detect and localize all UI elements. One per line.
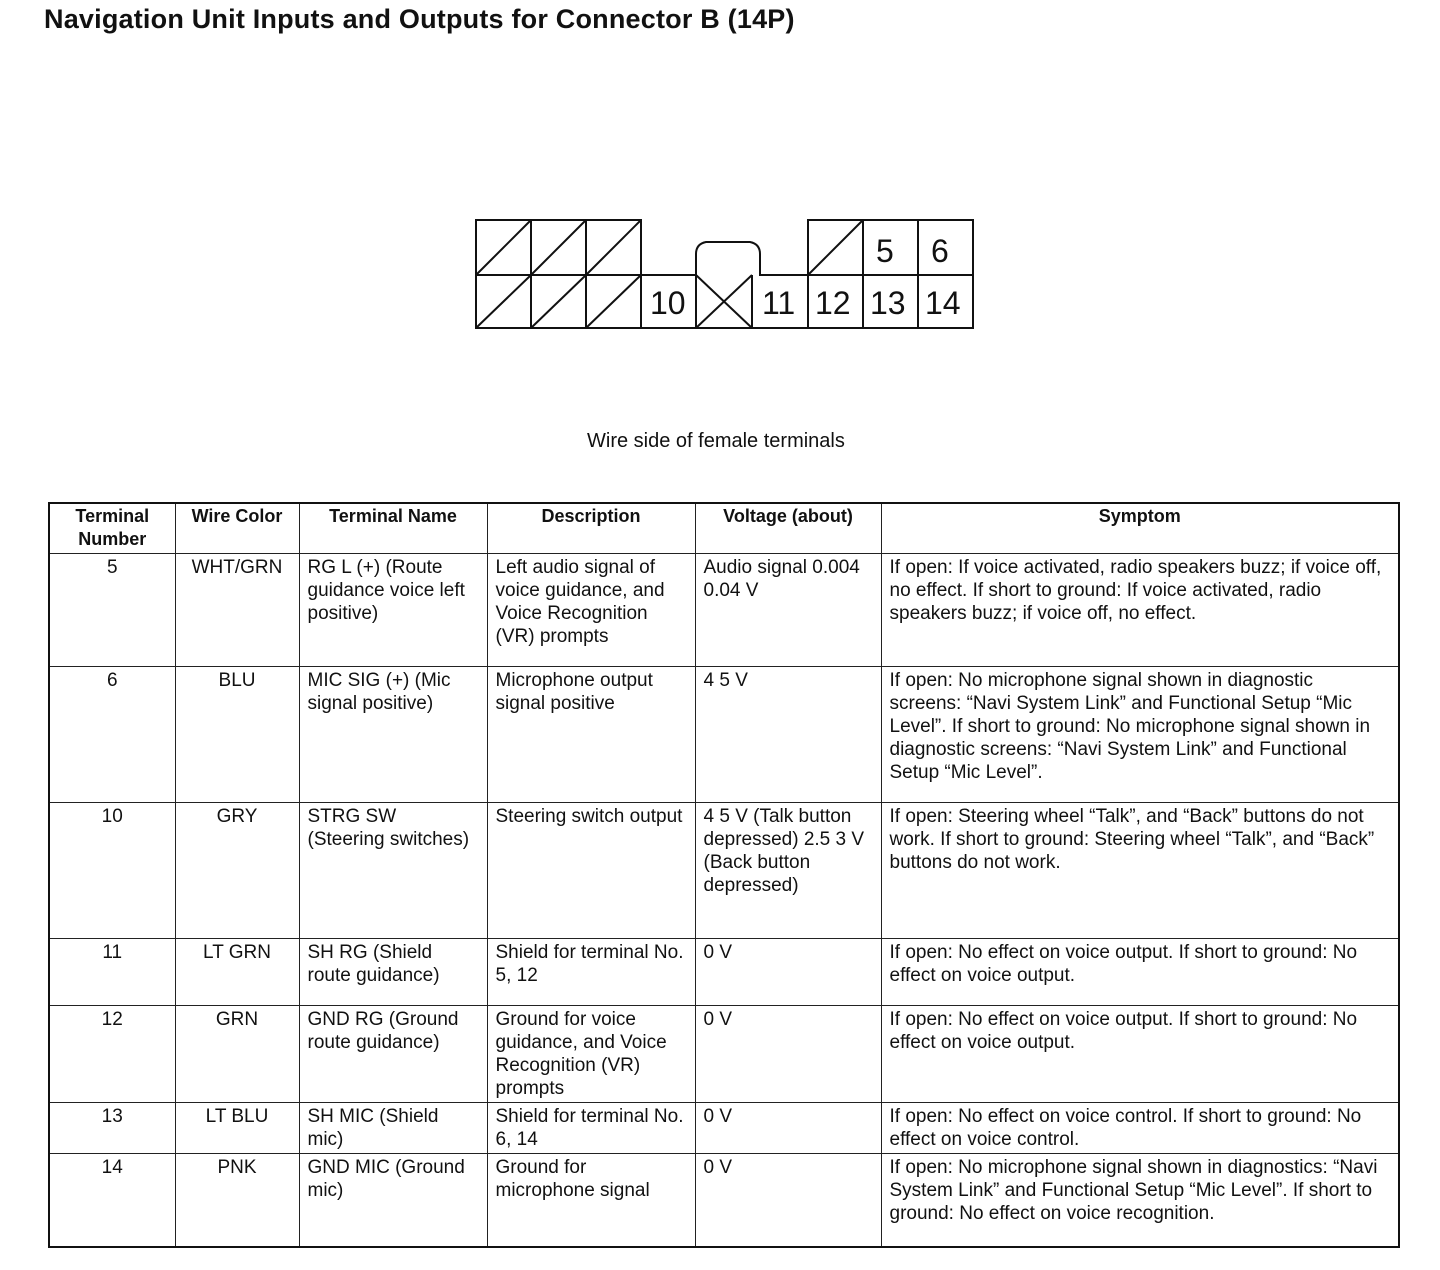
header-terminal-number: Terminal Number bbox=[49, 503, 175, 554]
terminal-13-label: 13 bbox=[870, 285, 906, 321]
terminal-number-cell: 14 bbox=[49, 1154, 175, 1248]
wire-color-cell: WHT/GRN bbox=[175, 554, 299, 667]
description-cell: Ground for voice guidance, and Voice Recognition (VR) prompts bbox=[487, 1006, 695, 1103]
table-row bbox=[49, 667, 1399, 803]
connector-diagram bbox=[470, 210, 980, 340]
header-voltage: Voltage (about) bbox=[695, 503, 881, 554]
terminal-name-cell: GND RG (Ground route guidance) bbox=[299, 1006, 487, 1103]
table-row bbox=[49, 939, 1399, 1006]
description-cell: Left audio signal of voice guidance, and Voice Recognition (VR) prompts bbox=[487, 554, 695, 667]
description-cell: Shield for terminal No. 6, 14 bbox=[487, 1103, 695, 1154]
terminal-name-cell: STRG SW (Steering switches) bbox=[299, 803, 487, 939]
symptom-cell: If open: No effect on voice output. If short to ground: No effect on voice output. bbox=[881, 1006, 1399, 1103]
description-cell: Ground for microphone signal bbox=[487, 1154, 695, 1248]
wire-color-cell: BLU bbox=[175, 667, 299, 803]
table-row bbox=[49, 1006, 1399, 1103]
terminal-number-cell: 12 bbox=[49, 1006, 175, 1103]
terminal-name-cell: SH MIC (Shield mic) bbox=[299, 1103, 487, 1154]
voltage-cell: 0 V bbox=[695, 1154, 881, 1248]
terminal-number-cell: 11 bbox=[49, 939, 175, 1006]
symptom-cell: If open: No effect on voice control. If short to ground: No effect on voice control. bbox=[881, 1103, 1399, 1154]
wire-color-cell: GRY bbox=[175, 803, 299, 939]
terminal-number-cell: 13 bbox=[49, 1103, 175, 1154]
wire-color-cell: LT GRN bbox=[175, 939, 299, 1006]
description-cell: Steering switch output bbox=[487, 803, 695, 939]
symptom-cell: If open: No effect on voice output. If short to ground: No effect on voice output. bbox=[881, 939, 1399, 1006]
header-wire-color: Wire Color bbox=[175, 503, 299, 554]
terminal-name-cell: MIC SIG (+) (Mic signal positive) bbox=[299, 667, 487, 803]
header-description: Description bbox=[487, 503, 695, 554]
voltage-cell: 0 V bbox=[695, 939, 881, 1006]
terminal-number-cell: 6 bbox=[49, 667, 175, 803]
description-cell: Shield for terminal No. 5, 12 bbox=[487, 939, 695, 1006]
terminal-11-label: 11 bbox=[762, 285, 796, 321]
voltage-cell: 4 5 V bbox=[695, 667, 881, 803]
connector-face bbox=[470, 210, 980, 340]
voltage-cell: Audio signal 0.004 0.04 V bbox=[695, 554, 881, 667]
table-row bbox=[49, 1154, 1399, 1248]
voltage-cell: 0 V bbox=[695, 1006, 881, 1103]
terminal-5-label: 5 bbox=[876, 233, 894, 269]
terminal-number-cell: 5 bbox=[49, 554, 175, 667]
description-cell: Microphone output signal positive bbox=[487, 667, 695, 803]
voltage-cell: 0 V bbox=[695, 1103, 881, 1154]
terminal-name-cell: SH RG (Shield route guidance) bbox=[299, 939, 487, 1006]
terminal-12-label: 12 bbox=[815, 285, 851, 321]
symptom-cell: If open: No microphone signal shown in diagnostic screens: “Navi System Link” and Functional Setup “Mic Level”. If short to ground: No microphone signal shown in diagnostic screens: “Navi System Link” and Functional Setup “Mic Level”. bbox=[881, 667, 1399, 803]
terminal-name-cell: GND MIC (Ground mic) bbox=[299, 1154, 487, 1248]
terminal-10-label: 10 bbox=[650, 285, 686, 321]
voltage-cell: 4 5 V (Talk button depressed) 2.5 3 V (Back button depressed) bbox=[695, 803, 881, 939]
table-row bbox=[49, 554, 1399, 667]
terminal-name-cell: RG L (+) (Route guidance voice left positive) bbox=[299, 554, 487, 667]
table-row bbox=[49, 1103, 1399, 1154]
page-title: Navigation Unit Inputs and Outputs for Connector B (14P) bbox=[44, 4, 795, 34]
symptom-cell: If open: If voice activated, radio speakers buzz; if voice off, no effect. If short to ground: If voice activated, radio speakers buzz; if voice off, no effect. bbox=[881, 554, 1399, 667]
table-header-row bbox=[49, 503, 1399, 554]
table-row bbox=[49, 803, 1399, 939]
wire-color-cell: LT BLU bbox=[175, 1103, 299, 1154]
symptom-cell: If open: No microphone signal shown in diagnostics: “Navi System Link” and Functional Setup “Mic Level”. If short to ground: No effect on voice recognition. bbox=[881, 1154, 1399, 1248]
terminal-6-label: 6 bbox=[931, 233, 949, 269]
header-terminal-name: Terminal Name bbox=[299, 503, 487, 554]
wire-color-cell: GRN bbox=[175, 1006, 299, 1103]
terminal-14-label: 14 bbox=[925, 285, 961, 321]
terminal-number-cell: 10 bbox=[49, 803, 175, 939]
header-symptom: Symptom bbox=[881, 503, 1399, 554]
symptom-cell: If open: Steering wheel “Talk”, and “Back” buttons do not work. If short to ground: Steering wheel “Talk”, and “Back” buttons do not work. bbox=[881, 803, 1399, 939]
connector-caption: Wire side of female terminals bbox=[587, 430, 845, 452]
wire-color-cell: PNK bbox=[175, 1154, 299, 1248]
io-table bbox=[48, 502, 1400, 1248]
